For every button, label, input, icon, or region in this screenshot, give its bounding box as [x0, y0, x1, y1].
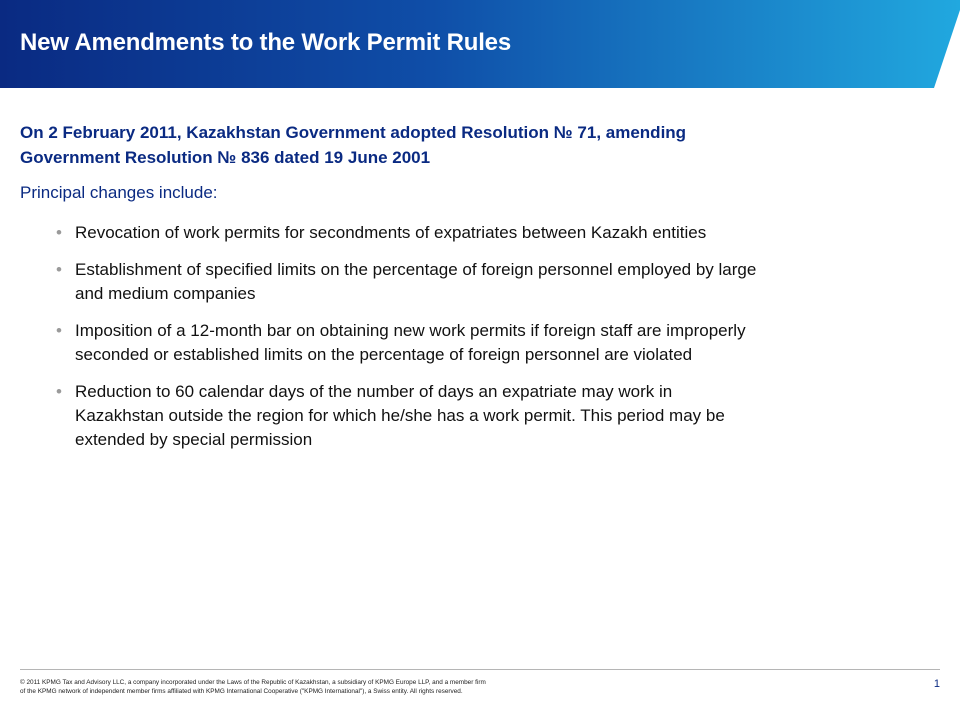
bullet-dot-icon: • [56, 223, 62, 242]
slide-body [20, 120, 940, 465]
slide-title: New Amendments to the Work Permit Rules [20, 29, 511, 56]
list-item [20, 221, 940, 245]
list-item-text: Imposition of a 12-month bar on obtaining new work permits if foreign staff are improperly [75, 321, 746, 340]
title-banner [0, 0, 960, 88]
intro-line: Government Resolution № 836 dated 19 June 2001 [20, 148, 431, 167]
copyright-notice [20, 679, 620, 696]
bullet-dot-icon: • [56, 382, 62, 401]
list-item-text: extended by special permission [75, 430, 313, 449]
bullet-dot-icon: • [56, 260, 62, 279]
copyright-line: of the KPMG network of independent member firms affiliated with KPMG International Cooperative ("KPMG International"), a Swiss entity. All rights reserved. [20, 687, 463, 695]
list-item [20, 380, 940, 452]
list-item-text: and medium companies [75, 284, 256, 303]
list-item [20, 258, 940, 306]
list-item-text: Revocation of work permits for secondments of expatriates between Kazakh entities [75, 223, 707, 242]
list-item [20, 319, 940, 367]
intro-statement [20, 120, 940, 170]
copyright-line: © 2011 KPMG Tax and Advisory LLC, a company incorporated under the Laws of the Republic of Kazakhstan, a subsidiary of KPMG Europe LLP, and a member firm [20, 679, 486, 686]
page-number: 1 [933, 678, 940, 690]
changes-list [20, 221, 940, 452]
list-item-text: seconded or established limits on the percentage of foreign personnel are violated [75, 345, 693, 364]
bullet-dot-icon: • [56, 321, 62, 340]
footer-divider [20, 669, 940, 670]
intro-line: On 2 February 2011, Kazakhstan Government adopted Resolution № 71, amending [20, 123, 687, 142]
principal-changes-lead: Principal changes include: [20, 183, 218, 202]
list-item-text: Reduction to 60 calendar days of the number of days an expatriate may work in [75, 382, 673, 401]
list-item-text: Kazakhstan outside the region for which he/she has a work permit. This period may be [75, 406, 725, 425]
list-item-text: Establishment of specified limits on the percentage of foreign personnel employed by large [75, 260, 757, 279]
